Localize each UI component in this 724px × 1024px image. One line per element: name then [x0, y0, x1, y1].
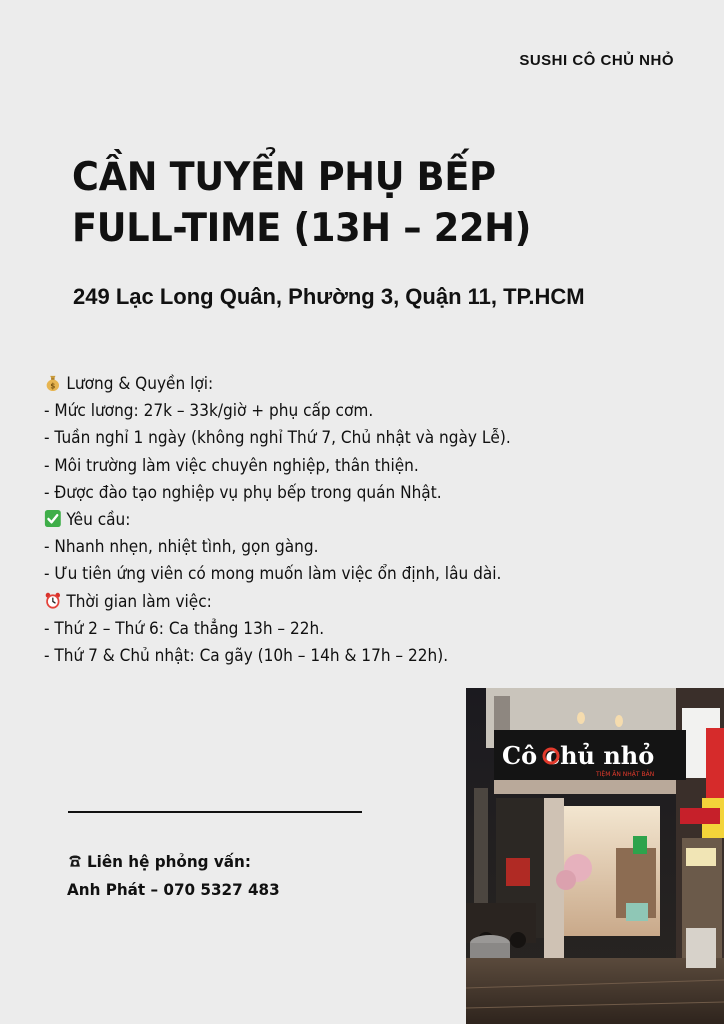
benefit-item: - Tuần nghỉ 1 ngày (không nghỉ Thứ 7, Chủ nhật và ngày Lễ). [44, 428, 511, 448]
divider-line [68, 811, 362, 813]
benefit-item: - Được đào tạo nghiệp vụ phụ bếp trong quán Nhật. [44, 482, 442, 502]
benefit-item: - Mức lương: 27k – 33k/giờ + phụ cấp cơm. [44, 401, 374, 421]
schedule-item: - Thứ 7 & Chủ nhật: Ca gãy (10h – 14h & 17h – 22h). [44, 646, 449, 666]
svg-text:Cô chủ nhỏ: Cô chủ nhỏ [502, 741, 655, 770]
headline-line-1: CẦN TUYỂN PHỤ BẾP [72, 155, 496, 200]
schedule-item: - Thứ 2 – Thứ 6: Ca thẳng 13h – 22h. [44, 618, 325, 638]
telephone-icon [67, 853, 83, 870]
benefits-heading [44, 370, 511, 397]
store-address: 249 Lạc Long Quân, Phường 3, Quận 11, TP.HCM [73, 284, 585, 309]
job-headline [72, 152, 531, 254]
svg-text:$: $ [50, 381, 56, 391]
money-bag-icon [44, 373, 62, 392]
requirements-title: Yêu cầu: [66, 510, 131, 530]
requirement-item: - Nhanh nhẹn, nhiệt tình, gọn gàng. [44, 537, 319, 557]
brand-name: SUSHI CÔ CHỦ NHỎ [519, 52, 674, 69]
storefront-photo [466, 688, 724, 1024]
contact-block [67, 848, 280, 904]
contact-person-phone[interactable]: Anh Phát – 070 5327 483 [67, 880, 280, 899]
job-details [44, 370, 511, 669]
requirement-item: - Ưu tiên ứng viên có mong muốn làm việc ổn định, lâu dài. [44, 564, 502, 584]
benefits-title: Lương & Quyền lợi: [66, 374, 214, 393]
schedule-heading [44, 588, 511, 615]
contact-heading [67, 848, 280, 876]
requirements-heading [44, 506, 511, 533]
schedule-title: Thời gian làm việc: [66, 591, 212, 611]
alarm-clock-icon [44, 591, 62, 610]
contact-label: Liên hệ phỏng vấn: [86, 852, 251, 871]
headline-line-2: FULL-TIME (13H – 22H) [72, 206, 532, 251]
benefit-item: - Môi trường làm việc chuyên nghiệp, thân thiện. [44, 455, 419, 475]
check-mark-icon [44, 509, 62, 528]
svg-text:TIỆM ĂN NHẬT BẢN: TIỆM ĂN NHẬT BẢN [596, 771, 655, 778]
